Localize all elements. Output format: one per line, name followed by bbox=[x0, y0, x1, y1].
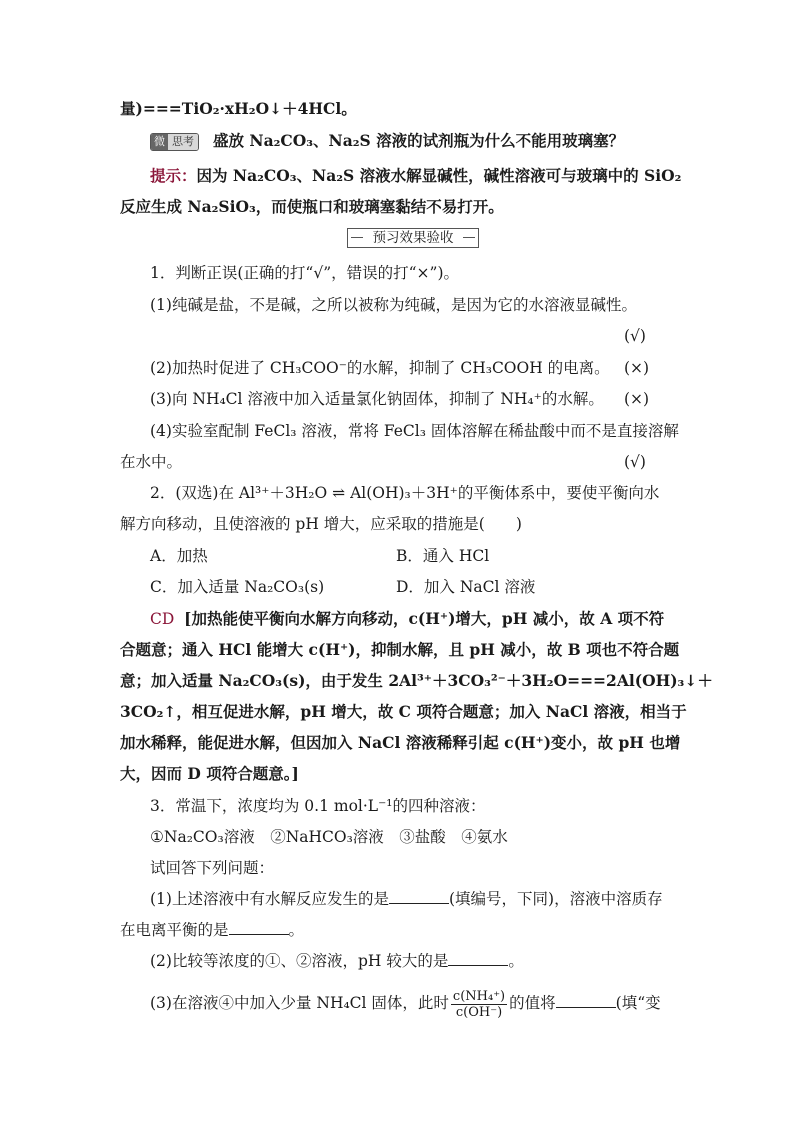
think-badge-icon: 微 思考 bbox=[150, 133, 199, 151]
q3-part-1-a: (1)上述溶液中有水解反应发生的是 (填编号，下同)，溶液中溶质存 bbox=[150, 890, 663, 908]
answer-blank[interactable] bbox=[229, 920, 289, 935]
q2-answer-6: 大，因而 D 项符合题意。] bbox=[120, 764, 299, 783]
q2-option-b: B．通入 HCl bbox=[396, 547, 490, 565]
q2-option-c: C．加入适量 Na₂CO₃(s) bbox=[150, 578, 325, 596]
answer-blank[interactable] bbox=[389, 889, 449, 904]
q2-answer-4: 3CO₂↑，相互促进水解，pH 增大，故 C 项符合题意；加入 NaCl 溶液，相当于 bbox=[120, 702, 687, 721]
q1-item-4-a: (4)实验室配制 FeCl₃ 溶液，常将 FeCl₃ 固体溶解在稀盐酸中而不是直接溶解 bbox=[150, 422, 679, 440]
answer-blank[interactable] bbox=[556, 993, 616, 1008]
q1-item-2: (2)加热时促进了 CH₃COO⁻的水解，抑制了 CH₃COOH 的电离。 bbox=[150, 359, 610, 377]
q1-item-4-mark: (√) bbox=[624, 453, 646, 471]
q2-answer-5: 加水稀释，能促进水解，但因加入 NaCl 溶液稀释引起 c(H⁺)变小，故 pH 也增 bbox=[120, 733, 681, 752]
equation-continuation: 量)===TiO₂·xH₂O↓＋4HCl。 bbox=[120, 99, 357, 118]
q2-stem-a: 2．(双选)在 Al³⁺＋3H₂O ⇌ Al(OH)₃＋3H⁺的平衡体系中，要使平衡向水 bbox=[150, 484, 660, 502]
q2-answer-3: 意；加入适量 Na₂CO₃(s)，由于发生 2Al³⁺＋3CO₃²⁻＋3H₂O===2Al(OH)₃↓＋ bbox=[120, 671, 713, 690]
hint-line-2: 反应生成 Na₂SiO₃，而使瓶口和玻璃塞黏结不易打开。 bbox=[120, 197, 504, 216]
q3-stem: 3．常温下，浓度均为 0.1 mol·L⁻¹的四种溶液： bbox=[150, 797, 486, 815]
ratio-fraction: $\frac{\text{c(NH₄⁺)}}{c(OH^-)}$ bbox=[452, 988, 506, 1020]
q3-part-1-b: 在电离平衡的是 。 bbox=[120, 921, 305, 939]
q1-item-2-mark: (×) bbox=[624, 359, 650, 377]
q2-option-d: D．加入 NaCl 溶液 bbox=[396, 578, 536, 596]
q1-stem: 1．判断正误(正确的打“√”，错误的打“×”)。 bbox=[150, 264, 460, 282]
q1-item-1-mark: (√) bbox=[624, 327, 646, 345]
q3-instruction: 试回答下列问题： bbox=[150, 859, 275, 877]
q3-part-3: (3)在溶液④中加入少量 NH₄Cl 固体，此时 $\frac{\text{c(NH₄⁺)}}{c(OH^-)}$ 的值将 (填“变 bbox=[150, 988, 661, 1020]
q1-item-1: (1)纯碱是盐，不是碱，之所以被称为纯碱，是因为它的水溶液显碱性。 bbox=[150, 296, 637, 314]
hint-line-1: 提示：因为 Na₂CO₃、Na₂S 溶液水解显碱性，碱性溶液可与玻璃中的 SiO₂ bbox=[150, 166, 682, 185]
q2-stem-b: 解方向移动，且使溶液的 pH 增大，应采取的措施是( ) bbox=[120, 515, 522, 533]
q1-item-4-b: 在水中。 bbox=[120, 453, 183, 471]
q2-answer-1: CD [加热能使平衡向水解方向移动，c(H⁺)增大，pH 减小，故 A 项不符 bbox=[150, 609, 665, 628]
q2-option-a: A．加热 bbox=[150, 547, 208, 565]
section-heading: 预习效果验收 bbox=[347, 228, 479, 248]
q3-solutions: ①Na₂CO₃溶液 ②NaHCO₃溶液 ③盐酸 ④氨水 bbox=[150, 828, 508, 846]
q1-item-3-mark: (×) bbox=[624, 390, 650, 408]
q1-item-3: (3)向 NH₄Cl 溶液中加入适量氯化钠固体，抑制了 NH₄⁺的水解。 bbox=[150, 390, 604, 408]
answer-blank[interactable] bbox=[448, 951, 508, 966]
q3-part-2: (2)比较等浓度的①、②溶液，pH 较大的是 。 bbox=[150, 952, 524, 970]
q2-answer-2: 合题意；通入 HCl 能增大 c(H⁺)，抑制水解，且 pH 减小，故 B 项也不符合题 bbox=[120, 640, 680, 659]
think-question: 微 思考 盛放 Na₂CO₃、Na₂S 溶液的试剂瓶为什么不能用玻璃塞？ bbox=[150, 130, 624, 152]
